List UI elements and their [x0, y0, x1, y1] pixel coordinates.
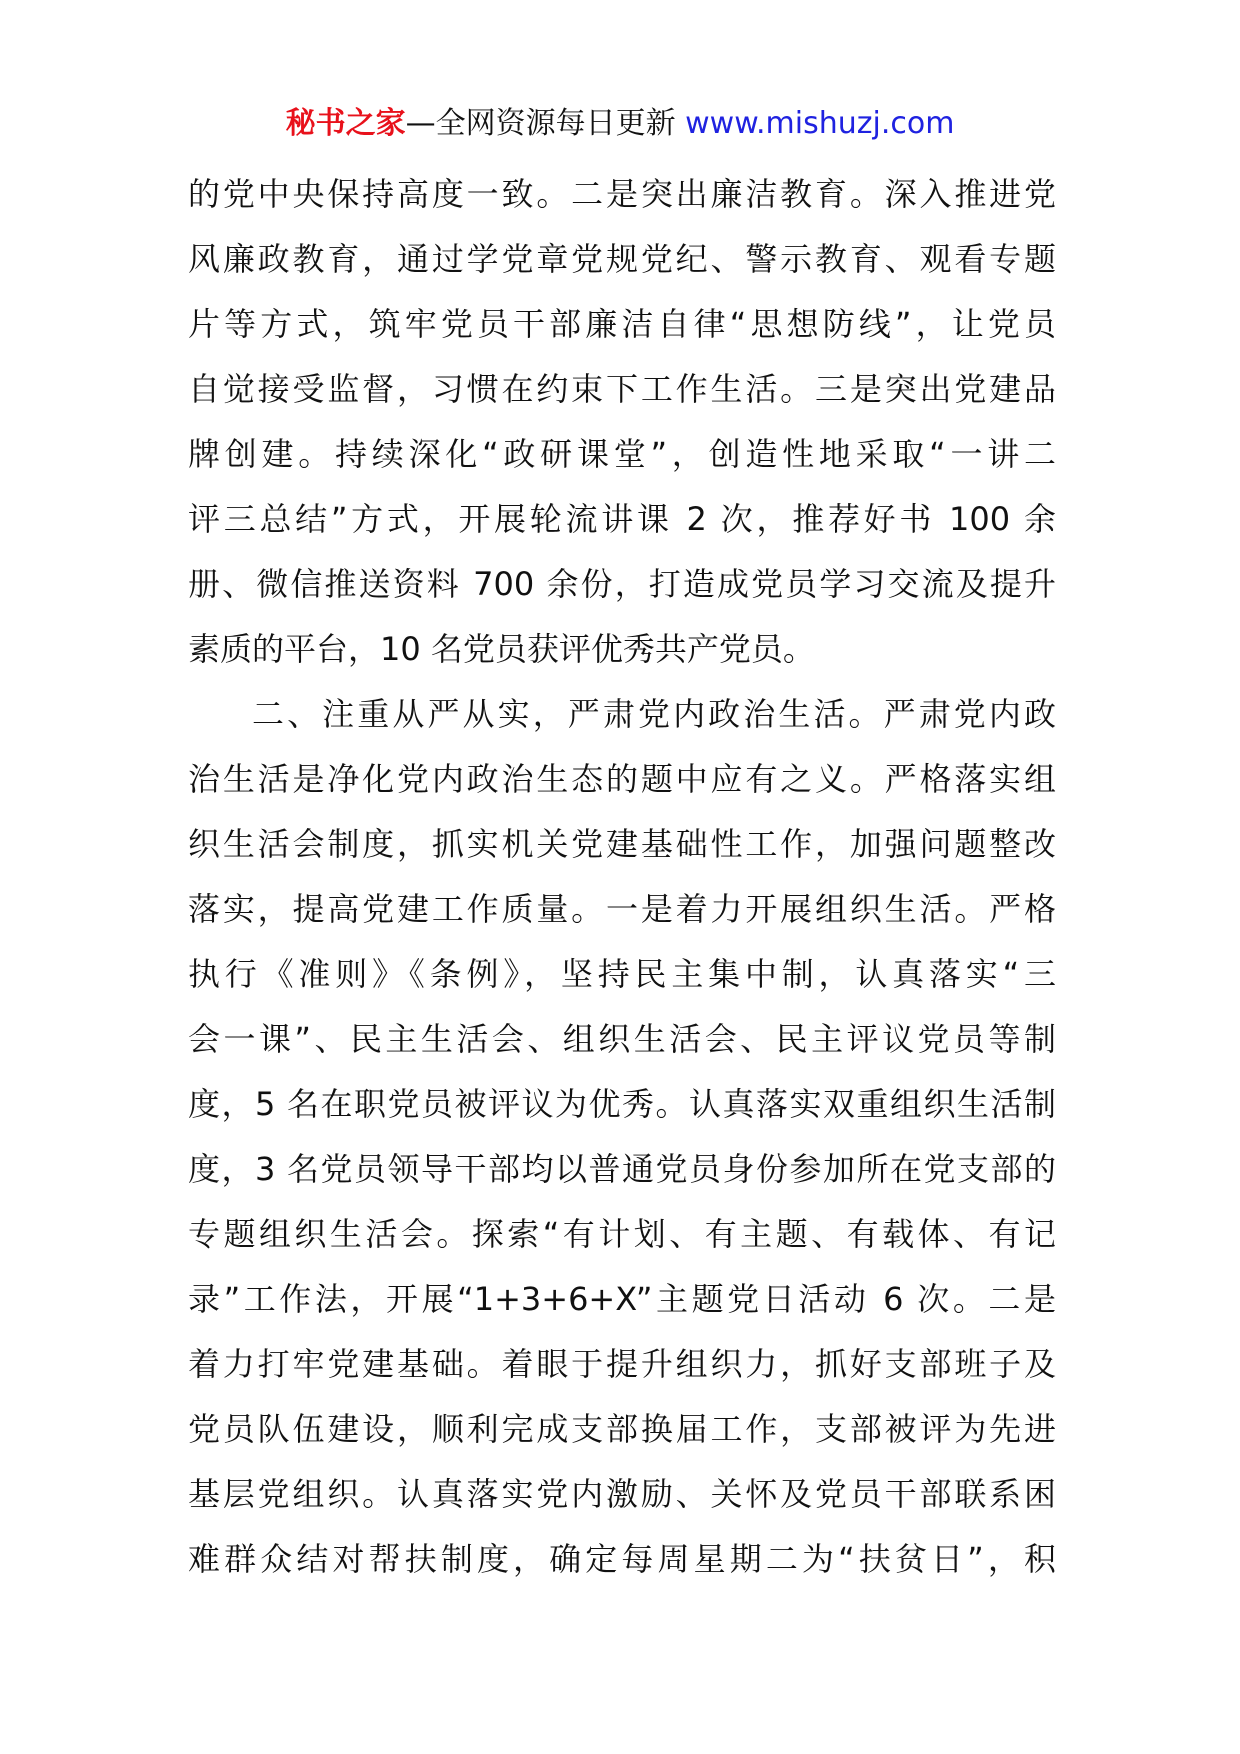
body-line: 专题组织生活会。探索“有计划、有主题、有载体、有记 [188, 1215, 1056, 1253]
site-slogan: —全网资源每日更新 [405, 106, 686, 141]
body-line: 会一课”、民主生活会、组织生活会、民主评议党员等制 [188, 1020, 1056, 1058]
body-line: 录”工作法，开展“1+3+6+X”主题党日活动 6 次。二是 [188, 1280, 1056, 1318]
body-line: 难群众结对帮扶制度，确定每周星期二为“扶贫日”，积 [188, 1540, 1056, 1578]
site-brand: 秘书之家 [285, 106, 406, 141]
body-line: 自觉接受监督，习惯在约束下工作生活。三是突出党建品 [188, 370, 1056, 408]
paragraph-end-line: 素质的平台，10 名党员获评优秀共产党员。 [188, 630, 815, 668]
site-url-link[interactable]: www.mishuzj.com [685, 106, 955, 141]
body-line: 度，5 名在职党员被评议为优秀。认真落实双重组织生活制 [188, 1085, 1056, 1123]
body-line: 治生活是净化党内政治生态的题中应有之义。严格落实组 [188, 760, 1056, 798]
body-line: 评三总结”方式，开展轮流讲课 2 次，推荐好书 100 余 [188, 500, 1056, 538]
body-line: 着力打牢党建基础。着眼于提升组织力，抓好支部班子及 [188, 1345, 1056, 1383]
body-line: 执行《准则》《条例》，坚持民主集中制，认真落实“三 [188, 955, 1056, 993]
body-line: 牌创建。持续深化“政研课堂”，创造性地采取“一讲二 [188, 435, 1056, 473]
body-line: 基层党组织。认真落实党内激励、关怀及党员干部联系困 [188, 1475, 1056, 1513]
document-body [188, 162, 1056, 1592]
body-line: 册、微信推送资料 700 余份，打造成党员学习交流及提升 [188, 565, 1056, 603]
page-header [0, 104, 1240, 144]
body-line: 党员队伍建设，顺利完成支部换届工作，支部被评为先进 [188, 1410, 1056, 1448]
paragraph-start-line: 二、注重从严从实，严肃党内政治生活。严肃党内政 [252, 695, 1056, 733]
body-line: 度，3 名党员领导干部均以普通党员身份参加所在党支部的 [188, 1150, 1056, 1188]
body-line: 风廉政教育，通过学党章党规党纪、警示教育、观看专题 [188, 240, 1056, 278]
body-line: 落实，提高党建工作质量。一是着力开展组织生活。严格 [188, 890, 1056, 928]
body-line: 的党中央保持高度一致。二是突出廉洁教育。深入推进党 [188, 175, 1056, 213]
body-line: 片等方式，筑牢党员干部廉洁自律“思想防线”，让党员 [188, 305, 1056, 343]
body-line: 织生活会制度，抓实机关党建基础性工作，加强问题整改 [188, 825, 1056, 863]
